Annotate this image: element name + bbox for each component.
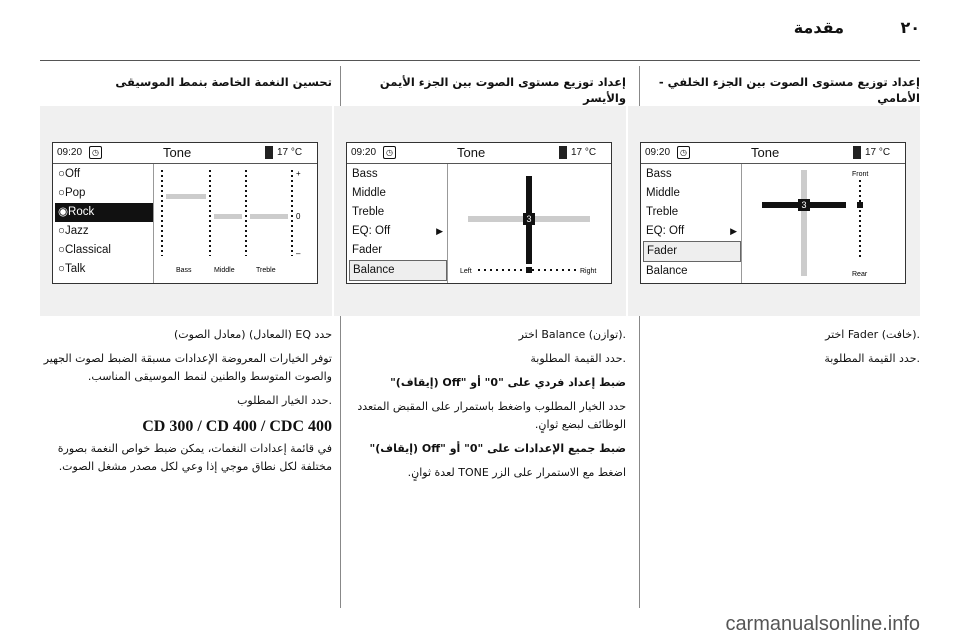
instruction: .(توازن) Balance اختر <box>518 328 626 341</box>
arrow-right-icon: ▶ <box>730 226 737 236</box>
menu-item-balance[interactable]: Balance <box>646 265 688 277</box>
fader-vertical-track <box>801 170 807 276</box>
arrow-right-icon: ▶ <box>436 226 443 236</box>
status-bar <box>53 143 317 164</box>
menu-item-talk[interactable]: ○Talk <box>58 263 86 275</box>
eq-bar-middle <box>214 214 242 219</box>
fader-value: 3 <box>801 200 807 210</box>
temperature: 17 °C <box>277 147 303 158</box>
tone-menu <box>349 165 447 281</box>
menu-item-bass[interactable]: Bass <box>646 168 672 180</box>
menu-item-jazz[interactable]: ○Jazz <box>58 225 89 237</box>
menu-item-balance[interactable]: Balance <box>349 260 447 281</box>
section-body <box>628 326 920 368</box>
front-label: Front <box>852 171 869 178</box>
eq-minus-label: – <box>296 249 301 258</box>
column-fader <box>628 66 920 374</box>
menu-item-pop[interactable]: ○Pop <box>58 187 86 199</box>
band-label-middle: Middle <box>214 267 235 274</box>
menu-item-treble[interactable]: Treble <box>352 206 385 218</box>
front-rear-marker <box>857 202 863 208</box>
left-right-marker <box>526 267 532 273</box>
eq-bar-bass <box>166 194 206 199</box>
header-rule <box>40 60 920 61</box>
balance-value: 3 <box>526 214 532 224</box>
section-heading: إعداد توزيع مستوى الصوت بين الجزء الأيمن والأيسر <box>379 75 626 105</box>
page-number: ٢٠ <box>900 18 920 37</box>
menu-item-fader[interactable]: Fader <box>643 241 741 262</box>
subheading: ضبط جميع الإعدادات على "0" أو "Off (إيقاف)" <box>369 442 626 455</box>
screen-title: Tone <box>751 145 780 160</box>
eq-zero-label: 0 <box>296 212 301 221</box>
menu-item-classical[interactable]: ○Classical <box>58 244 111 256</box>
menu-item-middle[interactable]: Middle <box>646 187 680 199</box>
model-subheading: CD 300 / CD 400 / CDC 400 <box>142 418 332 435</box>
phone-icon <box>559 146 567 159</box>
tone-menu <box>643 165 741 281</box>
right-label: Right <box>580 268 597 275</box>
phone-icon <box>853 146 861 159</box>
radio-icon: ○ <box>58 244 65 256</box>
menu-item-off[interactable]: ○Off <box>58 168 81 180</box>
menu-item-treble[interactable]: Treble <box>646 206 679 218</box>
subheading: ضبط إعداد فردي على "0" أو "Off (إيقاف)" <box>390 376 626 389</box>
clock-icon: ◷ <box>89 146 102 159</box>
instruction: في قائمة إعدادات النغمات، يمكن ضبط خواص النغمة بصورة مختلفة لكل نطاق موجي إذا وعي لكل مصدر مشغل الصوت. <box>57 442 332 473</box>
tone-screen <box>640 142 906 284</box>
temperature: 17 °C <box>571 147 597 158</box>
menu-item-eq[interactable]: EQ: Off ▶ <box>349 222 447 241</box>
instruction: اضغط مع الاستمرار على الزر TONE لعدة ثوانٍ. <box>407 466 626 479</box>
section-body <box>334 326 626 482</box>
rear-label: Rear <box>852 271 868 278</box>
menu-item-bass[interactable]: Bass <box>352 168 378 180</box>
screen-figure <box>40 106 332 316</box>
screen-figure <box>334 106 626 316</box>
instruction: .حدد القيمة المطلوبة <box>530 352 626 365</box>
screen-figure <box>628 106 920 316</box>
fader-graphic <box>742 164 904 282</box>
column-balance <box>334 66 626 488</box>
radio-icon: ○ <box>58 263 65 275</box>
radio-icon: ○ <box>58 168 65 180</box>
tone-screen <box>346 142 612 284</box>
page-header <box>40 14 920 48</box>
instruction: توفر الخيارات المعروضة الإعدادات مسبقة الضبط لصوت الجهير والصوت المتوسط والطنين لنمط الموسيقى المناسب. <box>43 352 332 383</box>
clock-icon: ◷ <box>383 146 396 159</box>
status-bar <box>641 143 905 164</box>
clock-time: 09:20 <box>57 147 83 158</box>
section-body <box>40 326 332 476</box>
eq-graphic <box>154 164 316 282</box>
instruction: .حدد القيمة المطلوبة <box>824 352 920 365</box>
instruction: .حدد الخيار المطلوب <box>237 394 332 407</box>
page-title: مقدمة <box>793 18 844 37</box>
clock-time: 09:20 <box>351 147 377 158</box>
status-bar <box>347 143 611 164</box>
instruction: حدد EQ (المعادل) (معادل الصوت) <box>174 328 332 341</box>
menu-item-eq[interactable]: EQ: Off ▶ <box>643 222 741 241</box>
menu-item-fader[interactable]: Fader <box>352 244 383 256</box>
phone-icon <box>265 146 273 159</box>
clock-time: 09:20 <box>645 147 671 158</box>
left-label: Left <box>460 268 472 275</box>
section-heading: إعداد توزيع مستوى الصوت بين الجزء الخلفي - الأمامي <box>658 75 920 105</box>
section-heading: تحسين النغمة الخاصة بنمط الموسيقى <box>115 75 332 89</box>
menu-item-middle[interactable]: Middle <box>352 187 386 199</box>
instruction: .(خافت) Fader اختر <box>825 328 920 341</box>
eq-plus-label: + <box>296 169 301 178</box>
radio-checked-icon: ◉ <box>58 206 69 218</box>
column-eq <box>40 66 332 482</box>
watermark: carmanualsonline.info <box>725 613 920 635</box>
menu-item-rock[interactable]: ◉Rock <box>55 203 153 222</box>
eq-menu <box>55 165 153 279</box>
tone-screen <box>52 142 318 284</box>
screen-title: Tone <box>163 145 192 160</box>
band-label-treble: Treble <box>256 267 276 274</box>
instruction: حدد الخيار المطلوب واضغط باستمرار على المقبض المتعدد الوظائف لبضع ثوانٍ. <box>357 400 626 431</box>
band-label-bass: Bass <box>176 267 192 274</box>
radio-icon: ○ <box>58 225 65 237</box>
temperature: 17 °C <box>865 147 891 158</box>
screen-title: Tone <box>457 145 486 160</box>
eq-bar-treble <box>250 214 288 219</box>
radio-icon: ○ <box>58 187 65 199</box>
balance-graphic <box>448 164 610 282</box>
clock-icon: ◷ <box>677 146 690 159</box>
